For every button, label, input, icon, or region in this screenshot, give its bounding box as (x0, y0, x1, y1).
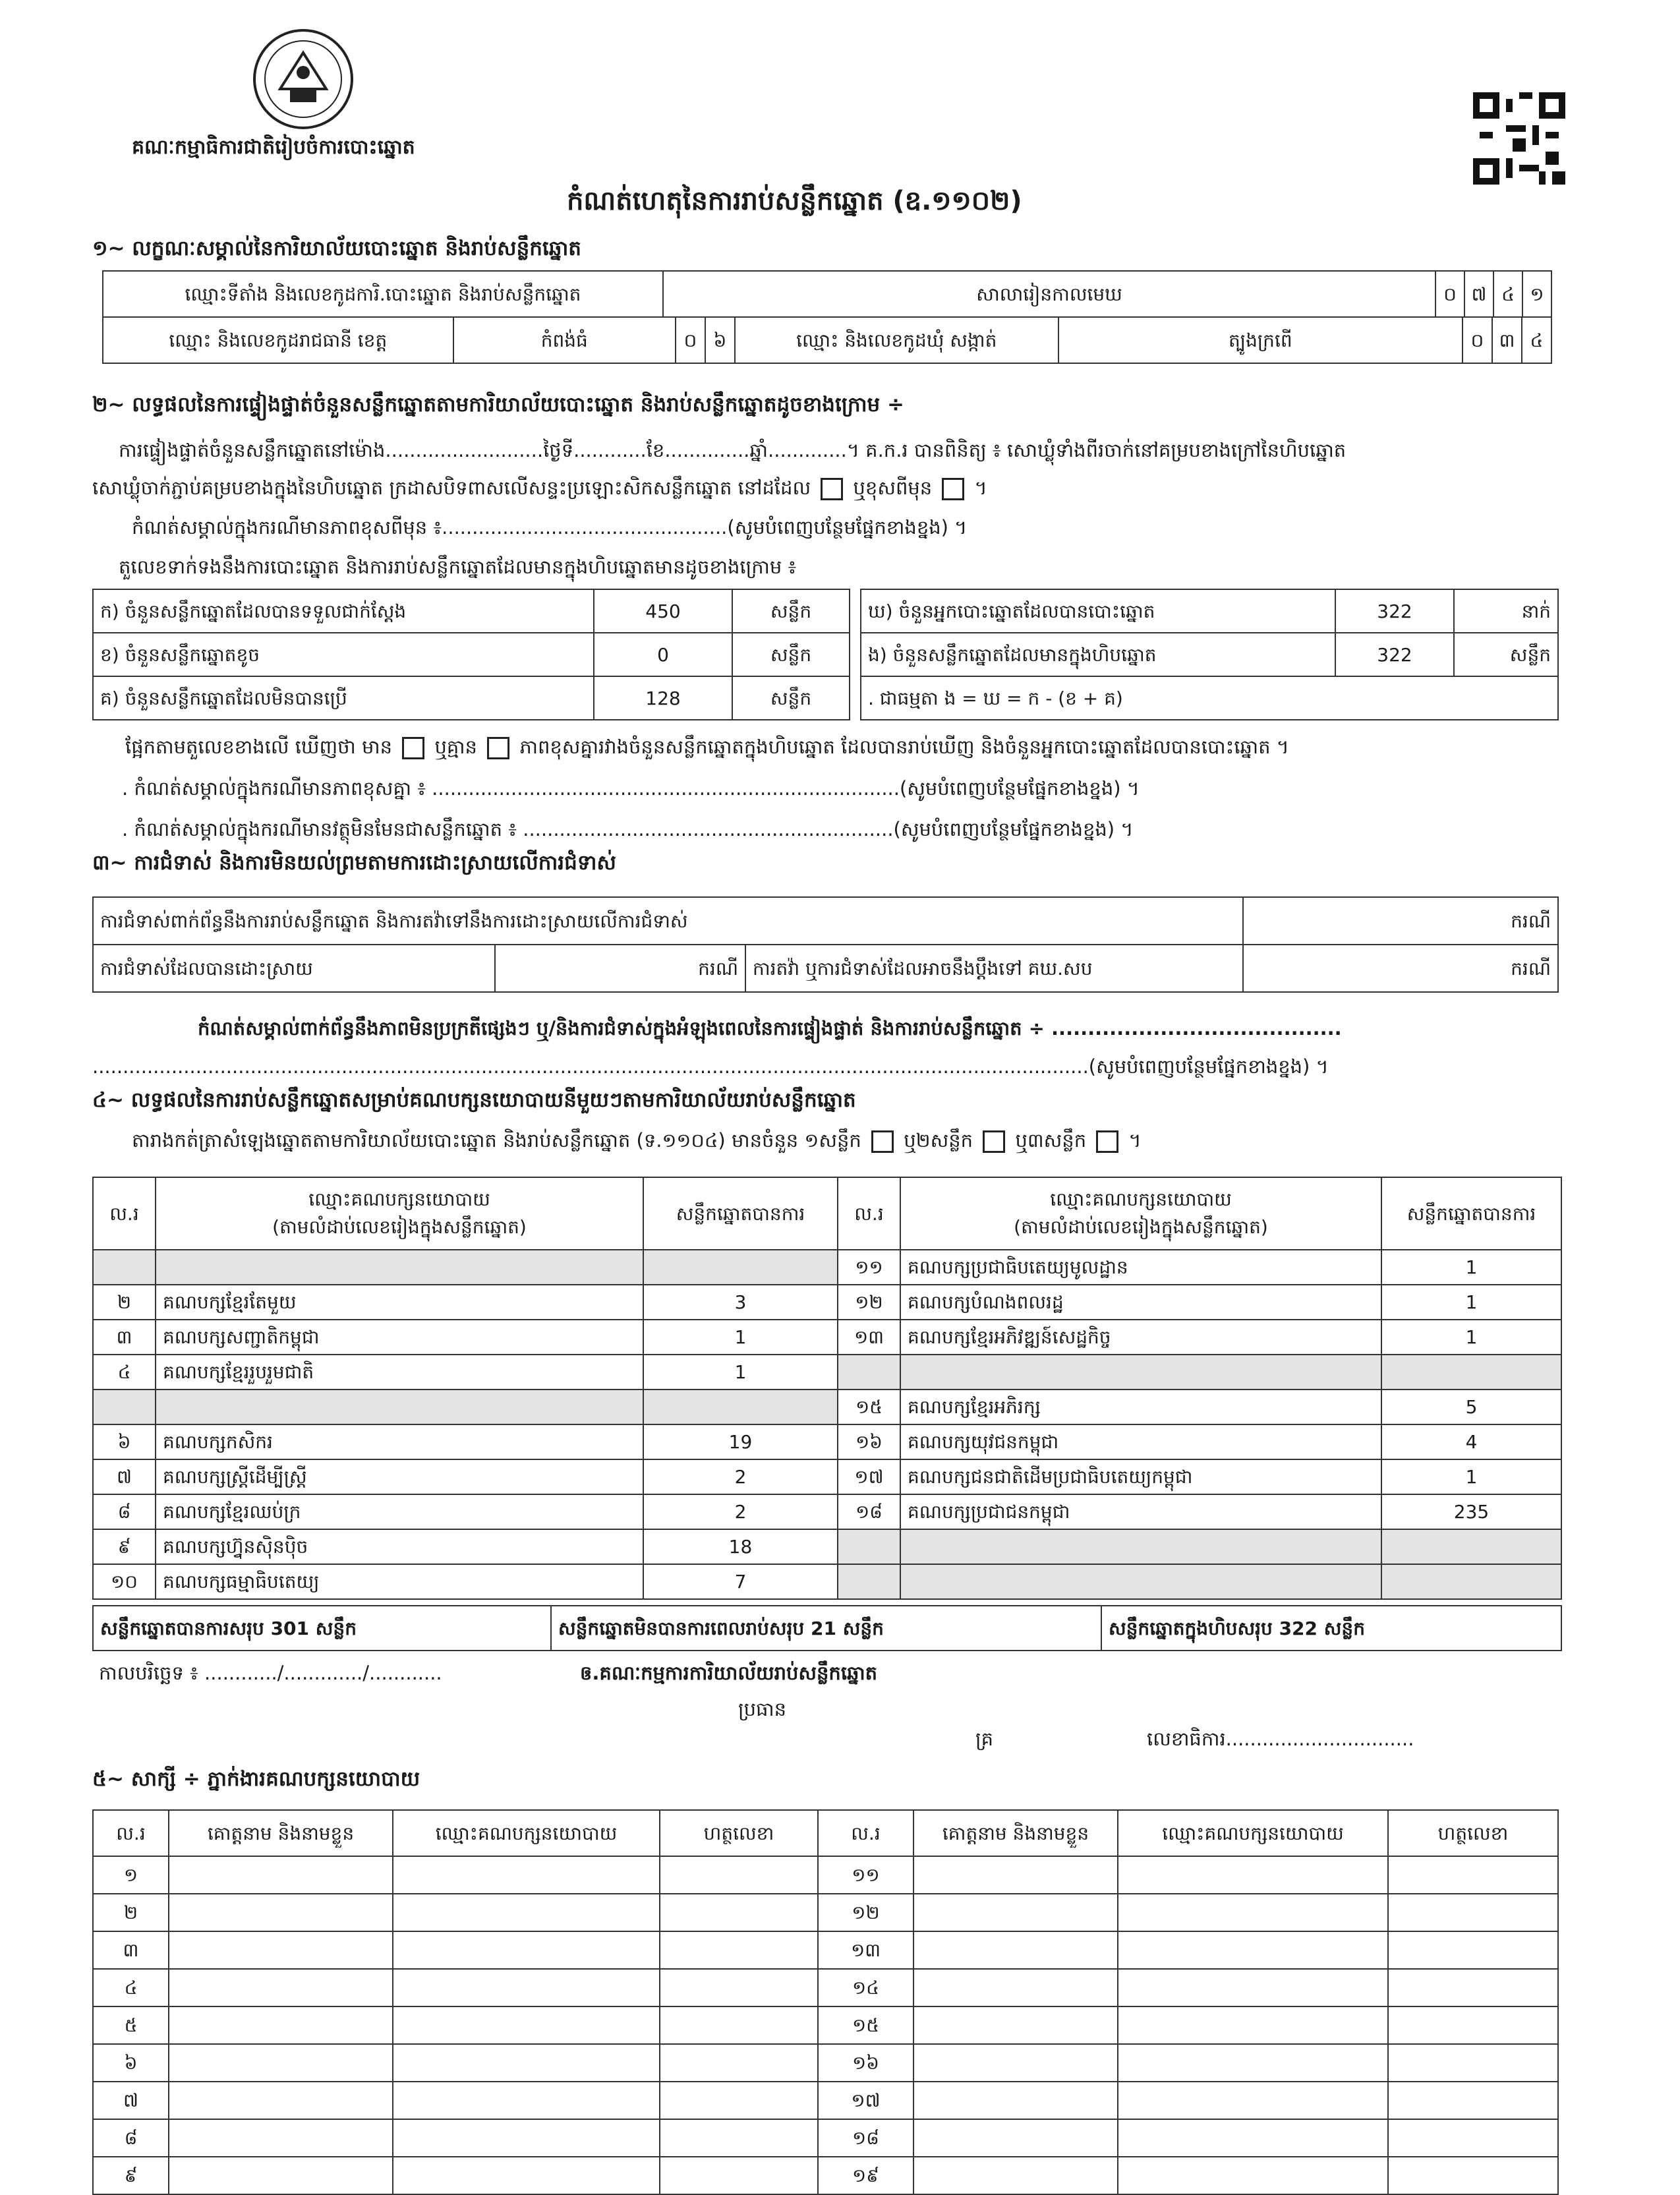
witness-number: ២ (93, 1894, 169, 1931)
section-5-heading: ៥~ សាក្សី ÷ ភ្នាក់ងារគណបក្សនយោបាយ (92, 1767, 420, 1791)
one-sheet-checkbox[interactable] (871, 1130, 894, 1153)
witness-party[interactable] (1118, 1931, 1388, 1969)
witness-row (93, 2119, 1558, 2157)
party-name (900, 1529, 1381, 1564)
committee-label: ឲ.គណៈកម្មការការិយាល័យរាប់សន្លឹកឆ្នោត (580, 1662, 878, 1684)
ka-value: 450 (594, 589, 732, 633)
witness-name[interactable] (913, 2044, 1118, 2082)
unchanged-checkbox[interactable] (821, 478, 843, 500)
result-row (93, 1459, 1561, 1494)
party-name: គណបក្សខ្មែរឈប់ក្រ (156, 1494, 643, 1529)
section-4-heading: ៤~ លទ្ធផលនៃការរាប់សន្លឹកឆ្នោតសម្រាប់គណបក្សនយោបាយនីមួយៗតាមការិយាល័យរាប់សន្លឹកឆ្នោត (92, 1088, 856, 1112)
ngo-value: 322 (1335, 633, 1454, 676)
ka-label: ក) ចំនួនសន្លឹកឆ្នោតដែលបានទទួលជាក់ស្តែង (93, 589, 594, 633)
party-number (93, 1250, 156, 1285)
party-number: ១៥ (838, 1390, 900, 1424)
witness-party[interactable] (1118, 1856, 1388, 1894)
witness-name[interactable] (169, 1931, 393, 1969)
secretary-label: លេខាធិការ............................... (1147, 1728, 1414, 1750)
party-name: គណបក្សប្រជាជនកម្ពុជា (900, 1494, 1381, 1529)
header-votes: សន្លឹកឆ្នោតបានការ (1381, 1177, 1561, 1250)
party-name: គណបក្សស្ត្រីដើម្បីស្ត្រី (156, 1459, 643, 1494)
party-number: ២ (93, 1285, 156, 1320)
appeal-label: ការតវ៉ា ឬការជំទាស់ដែលអាចនឹងប្តឹងទៅ គឃ.សប (745, 945, 1243, 992)
commune-code-digit: ០ (1463, 317, 1492, 363)
party-votes: 1 (1381, 1320, 1561, 1355)
party-votes: 1 (1381, 1250, 1561, 1285)
station-name: សាលារៀនកាលមេឃ (663, 271, 1435, 317)
section-3-heading: ៣~ ការជំទាស់ និងការមិនយល់ព្រមតាមការដោះស្រាយលើការជំទាស់ (92, 851, 616, 875)
witness-name[interactable] (913, 2082, 1118, 2119)
date-line: កាលបរិច្ឆេទ ៖ ............/............./............ (99, 1662, 442, 1684)
period: ។ (1128, 1129, 1142, 1152)
province-name: កំពង់ធំ (453, 317, 676, 363)
witness-number: ៥ (93, 2006, 169, 2044)
party-votes: 1 (1381, 1285, 1561, 1320)
irregularity-note-continued: ....................................................................................................................................................................(សូមបំពេញបន្ថែមផ្នែកខាងខ្នង) ។ (92, 1055, 1329, 1078)
station-code-digit: ៧ (1464, 271, 1493, 317)
witness-signature[interactable] (660, 2119, 818, 2157)
witness-party[interactable] (1118, 2044, 1388, 2082)
party-number: ៦ (93, 1424, 156, 1459)
party-votes: 7 (643, 1564, 838, 1599)
party-name (900, 1355, 1381, 1390)
witness-number: ១៩ (818, 2157, 913, 2194)
witness-signature[interactable] (1388, 1969, 1558, 2006)
station-code-digit: ៤ (1493, 271, 1522, 317)
witness-number: ៦ (93, 2044, 169, 2082)
witness-name[interactable] (913, 1894, 1118, 1931)
header-party (156, 1177, 643, 1250)
witness-signature[interactable] (660, 1856, 818, 1894)
party-name (156, 1390, 643, 1424)
party-name: គណបក្សកសិករ (156, 1424, 643, 1459)
qr-code (1473, 92, 1565, 185)
witness-name[interactable] (913, 2006, 1118, 2044)
resolved-label: ការជំទាស់ដែលបានដោះស្រាយ (93, 945, 495, 992)
ko-value: 128 (594, 676, 732, 720)
witness-signature[interactable] (1388, 2044, 1558, 2082)
unit: នាក់ (1454, 589, 1558, 633)
party-name: គណបក្សសញ្ជាតិកម្ពុជា (156, 1320, 643, 1355)
party-votes: 5 (1381, 1390, 1561, 1424)
difference-text-a: ផ្អែកតាមតួលេខខាងលើ ឃើញថា មាន (125, 736, 393, 758)
result-row (93, 1390, 1561, 1424)
party-votes: 2 (643, 1494, 838, 1529)
party-number (838, 1355, 900, 1390)
witness-name[interactable] (169, 2157, 393, 2194)
witness-number: ៤ (93, 1969, 169, 2006)
party-votes: 3 (643, 1285, 838, 1320)
difference-text-c: ភាពខុសគ្នារវាងចំនួនសន្លឹកឆ្នោតក្នុងហិបឆ្នោត ដែលបានរាប់ឃើញ និងចំនួនអ្នកបោះឆ្នោតដែលបានបោះឆ្នោត ។ (519, 736, 1289, 758)
witness-party[interactable] (393, 1969, 660, 2006)
party-name (900, 1564, 1381, 1599)
party-name: គណបក្សខ្មែរអភិវឌ្ឍន៍សេដ្ឋកិច្ច (900, 1320, 1381, 1355)
party-votes: 18 (643, 1529, 838, 1564)
party-number (93, 1390, 156, 1424)
seal-line (92, 476, 987, 500)
witness-name[interactable] (169, 1894, 393, 1931)
witness-number: ១៦ (818, 2044, 913, 2082)
header-party-line1: ឈ្មោះគណបក្សនយោបាយ (1050, 1188, 1232, 1210)
party-name: គណបក្សខ្មែរអភិរក្ស (900, 1390, 1381, 1424)
kha-value: 0 (594, 633, 732, 676)
party-number (838, 1529, 900, 1564)
witness-signature[interactable] (1388, 1894, 1558, 1931)
tally-sheet-line (132, 1128, 1142, 1153)
witness-row (93, 2082, 1558, 2119)
witness-name[interactable] (169, 2082, 393, 2119)
difference-text-b: ឬគ្មាន (434, 736, 477, 758)
witness-signature[interactable] (660, 2006, 818, 2044)
party-name: គណបក្សបំណងពលរដ្ឋ (900, 1285, 1381, 1320)
has-difference-checkbox[interactable] (402, 737, 424, 759)
witness-signature[interactable] (660, 2082, 818, 2119)
results-table (92, 1177, 1562, 1600)
witness-name[interactable] (913, 1969, 1118, 2006)
header-number: ល.រ (93, 1810, 169, 1856)
header-party-line2: (តាមលំដាប់លេខរៀងក្នុងសន្លឹកឆ្នោត) (1014, 1216, 1268, 1238)
case-unit: ករណី (1243, 945, 1558, 992)
witness-party[interactable] (1118, 2157, 1388, 2194)
header-party-line1: ឈ្មោះគណបក្សនយោបាយ (308, 1188, 490, 1210)
case-unit: ករណី (1243, 897, 1558, 945)
party-number: ១០ (93, 1564, 156, 1599)
commune-label: ឈ្មោះ និងលេខកូដឃុំ សង្កាត់ (735, 317, 1058, 363)
changed-checkbox[interactable] (942, 478, 964, 500)
chair-label: ប្រធាន (738, 1698, 787, 1720)
formula: . ជាធម្មតា ង = ឃ = ក - (ខ + គ) (861, 676, 1558, 720)
witness-party[interactable] (393, 2119, 660, 2157)
party-votes: 19 (643, 1424, 838, 1459)
kha-label: ខ) ចំនួនសន្លឹកឆ្នោតខូច (93, 633, 594, 676)
witness-row (93, 2044, 1558, 2082)
party-number: ១៧ (838, 1459, 900, 1494)
witness-number: ៨ (93, 2119, 169, 2157)
figures-intro: តួលេខទាក់ទងនឹងការបោះឆ្នោត និងការរាប់សន្លឹកឆ្នោតដែលមានក្នុងហិបឆ្នោតមានដូចខាងក្រោម ៖ (119, 556, 797, 578)
header-party: ឈ្មោះគណបក្សនយោបាយ (1118, 1810, 1388, 1856)
complaints-table-1 (92, 896, 1559, 945)
witness-row (93, 2006, 1558, 2044)
party-number: ៧ (93, 1459, 156, 1494)
witness-row (93, 1931, 1558, 1969)
witness-number: ១ (93, 1856, 169, 1894)
period: ។ (974, 477, 987, 499)
party-votes: 1 (1381, 1459, 1561, 1494)
station-info-table (102, 270, 1552, 318)
witness-name[interactable] (913, 1856, 1118, 1894)
station-code-digit: ០ (1435, 271, 1464, 317)
seal-text: សោឃ្លុំចាក់ភ្ជាប់គម្របខាងក្នុងនៃហិបឆ្នោត ក្រដាសបិទពាសលើសន្ទះប្រឡោះសិកសន្លឹកឆ្នោត នៅដដែល (92, 477, 811, 499)
witness-signature[interactable] (1388, 1856, 1558, 1894)
witness-name[interactable] (913, 2119, 1118, 2157)
party-name: គណបក្សខ្មែររួបរួមជាតិ (156, 1355, 643, 1390)
header-signature: ហត្ថលេខា (1388, 1810, 1558, 1856)
witness-number: ១៤ (818, 1969, 913, 2006)
header-number: ល.រ (818, 1810, 913, 1856)
foreign-object-remark: . កំណត់សម្គាល់ក្នុងករណីមានវត្ថុមិនមែនជាសន្លឹកឆ្នោត ៖ .............................................................(សូមបំពេញបន្ថែមផ្នែកខាងខ្នង) ។ (122, 818, 1134, 840)
witness-signature[interactable] (1388, 2082, 1558, 2119)
changed-label: ឬខុសពីមុន (853, 477, 933, 499)
header-party: ឈ្មោះគណបក្សនយោបាយ (393, 1810, 660, 1856)
location-table (102, 316, 1552, 364)
member-label: គ្រ (975, 1728, 994, 1750)
witness-name[interactable] (169, 2044, 393, 2082)
witness-party[interactable] (393, 2006, 660, 2044)
three-sheets-label: ឬ៣សន្លឹក (1015, 1129, 1087, 1152)
three-sheets-checkbox[interactable] (1096, 1130, 1118, 1153)
irregularity-note: កំណត់សម្គាល់ពាក់ព័ន្ធនឹងភាពមិនប្រក្រតីផ្សេងៗ ឬ/និងការជំទាស់ក្នុងអំឡុងពេលនៃការផ្ទៀងផ្ទាត់ និងការរាប់សន្លឹកឆ្នោត ÷ ........................................ (198, 1017, 1342, 1039)
verification-line: ការផ្ទៀងផ្ទាត់ចំនួនសន្លឹកឆ្នោតនៅម៉ោង..........................ថ្ងៃទី............ខែ..............ឆ្នាំ.............។ គ.ក.រ បានពិនិត្យ ៖ សោឃ្លុំទាំងពីរចាក់នៅគម្របខាងក្រៅនៃហិបឆ្នោត (119, 439, 1347, 461)
result-row (93, 1285, 1561, 1320)
witness-number: ១១ (818, 1856, 913, 1894)
province-code-digit: ៦ (705, 317, 735, 363)
witness-party[interactable] (393, 2082, 660, 2119)
result-row (93, 1250, 1561, 1285)
complaint-label: ការជំទាស់ពាក់ព័ន្ធនឹងការរាប់សន្លឹកឆ្នោត និងការតវ៉ាទៅនឹងការដោះស្រាយលើការជំទាស់ (93, 897, 1243, 945)
complaints-table-2 (92, 944, 1559, 993)
two-sheets-checkbox[interactable] (983, 1130, 1005, 1153)
witness-number: ៣ (93, 1931, 169, 1969)
no-difference-checkbox[interactable] (487, 737, 509, 759)
station-code-digit: ១ (1522, 271, 1551, 317)
witness-number: ១៧ (818, 2082, 913, 2119)
commune-name: ត្បូងក្រពើ (1058, 317, 1463, 363)
party-number: ១៣ (838, 1320, 900, 1355)
witness-party[interactable] (393, 1856, 660, 1894)
commune-code-digit: ៤ (1522, 317, 1551, 363)
party-number: ១៨ (838, 1494, 900, 1529)
witness-name[interactable] (169, 1856, 393, 1894)
result-row (93, 1529, 1561, 1564)
witness-name[interactable] (913, 2157, 1118, 2194)
party-number: ១១ (838, 1250, 900, 1285)
witness-party[interactable] (1118, 2082, 1388, 2119)
header-number: ល.រ (838, 1177, 900, 1250)
commune-code-digit: ៣ (1492, 317, 1522, 363)
party-number: ១៦ (838, 1424, 900, 1459)
witness-number: ១៨ (818, 2119, 913, 2157)
witness-number: ១៥ (818, 2006, 913, 2044)
party-number: ៣ (93, 1320, 156, 1355)
party-name: គណបក្សធម្មាធិបតេយ្យ (156, 1564, 643, 1599)
party-number: ៤ (93, 1355, 156, 1390)
witness-signature[interactable] (1388, 2119, 1558, 2157)
result-row (93, 1320, 1561, 1355)
result-row (93, 1564, 1561, 1599)
unit: សន្លឹក (732, 633, 850, 676)
witness-row (93, 2157, 1558, 2194)
witness-name[interactable] (913, 1931, 1118, 1969)
header-number: ល.រ (93, 1177, 156, 1250)
kho-value: 322 (1335, 589, 1454, 633)
station-label: ឈ្មោះទីតាំង និងលេខកូដការិ.បោះឆ្នោត និងរាប់សន្លឹកឆ្នោត (103, 271, 663, 317)
ngo-label: ង) ចំនួនសន្លឹកឆ្នោតដែលមានក្នុងហិបឆ្នោត (861, 633, 1335, 676)
witness-signature[interactable] (660, 1931, 818, 1969)
witness-signature[interactable] (660, 2044, 818, 2082)
party-votes (643, 1250, 838, 1285)
result-row (93, 1355, 1561, 1390)
party-number: ៩ (93, 1529, 156, 1564)
header-party-line2: (តាមលំដាប់លេខរៀងក្នុងសន្លឹកឆ្នោត) (272, 1216, 527, 1238)
witness-party[interactable] (393, 2044, 660, 2082)
witness-row (93, 1856, 1558, 1894)
ko-label: គ) ចំនួនសន្លឹកឆ្នោតដែលមិនបានប្រើ (93, 676, 594, 720)
party-votes (1381, 1355, 1561, 1390)
witness-signature[interactable] (1388, 2006, 1558, 2044)
party-name: គណបក្សប្រជាធិបតេយ្យមូលដ្ឋាន (900, 1250, 1381, 1285)
difference-note: កំណត់សម្គាល់ក្នុងករណីមានភាពខុសពីមុន ៖...............................................(សូមបំពេញបន្ថែមផ្នែកខាងខ្នង) ។ (132, 516, 968, 539)
witness-party[interactable] (393, 1894, 660, 1931)
kho-label: ឃ) ចំនួនអ្នកបោះឆ្នោតដែលបានបោះឆ្នោត (861, 589, 1335, 633)
witness-number: ៩ (93, 2157, 169, 2194)
witness-party[interactable] (1118, 2006, 1388, 2044)
total-valid: សន្លឹកឆ្នោតបានការសរុប 301 សន្លឹក (93, 1606, 551, 1651)
party-name: គណបក្សយុវជនកម្ពុជា (900, 1424, 1381, 1459)
nec-logo (250, 26, 356, 132)
unit: សន្លឹក (732, 676, 850, 720)
witness-party[interactable] (1118, 1894, 1388, 1931)
party-votes: 1 (643, 1355, 838, 1390)
totals-table (92, 1605, 1562, 1651)
header-signature: ហត្ថលេខា (660, 1810, 818, 1856)
ballot-figures-left (92, 589, 850, 720)
difference-line (125, 735, 1289, 759)
witness-name[interactable] (169, 2119, 393, 2157)
witness-row (93, 1969, 1558, 2006)
witness-party[interactable] (393, 1931, 660, 1969)
party-name: គណបក្សហ្វ៊ុនស៊ិនប៉ិច (156, 1529, 643, 1564)
header-name: គោត្តនាម និងនាមខ្លួន (913, 1810, 1118, 1856)
witness-name[interactable] (169, 1969, 393, 2006)
witness-party[interactable] (1118, 1969, 1388, 2006)
result-row (93, 1494, 1561, 1529)
party-votes (1381, 1529, 1561, 1564)
difference-remark: . កំណត់សម្គាល់ក្នុងករណីមានភាពខុសគ្នា ៖ .............................................................................(សូមបំពេញបន្ថែមផ្នែកខាងខ្នង) ។ (122, 777, 1140, 800)
two-sheets-label: ឬ២សន្លឹក (904, 1129, 973, 1152)
header-name: គោត្តនាម និងនាមខ្លួន (169, 1810, 393, 1856)
party-votes (643, 1390, 838, 1424)
org-name: គណៈកម្មាធិការជាតិរៀបចំការបោះឆ្នោត (132, 136, 415, 159)
party-number: ១២ (838, 1285, 900, 1320)
unit: សន្លឹក (1454, 633, 1558, 676)
witness-table (92, 1809, 1559, 2195)
witness-number: ១២ (818, 1894, 913, 1931)
form-title: កំណត់ហេតុនៃការរាប់សន្លឹកឆ្នោត (ឧ.១១០២) (567, 186, 1022, 216)
case-unit: ករណី (495, 945, 745, 992)
party-name: គណបក្សជនជាតិដើមប្រជាធិបតេយ្យកម្ពុជា (900, 1459, 1381, 1494)
party-name (156, 1250, 643, 1285)
party-number (838, 1564, 900, 1599)
party-votes: 2 (643, 1459, 838, 1494)
ballot-figures-right (860, 589, 1559, 720)
witness-row (93, 1894, 1558, 1931)
party-votes (1381, 1564, 1561, 1599)
witness-party[interactable] (393, 2157, 660, 2194)
party-votes: 235 (1381, 1494, 1561, 1529)
province-code-digit: ០ (676, 317, 705, 363)
province-label: ឈ្មោះ និងលេខកូដរាជធានី ខេត្ត (103, 317, 453, 363)
party-votes: 4 (1381, 1424, 1561, 1459)
party-votes: 1 (643, 1320, 838, 1355)
party-number: ៨ (93, 1494, 156, 1529)
witness-party[interactable] (1118, 2119, 1388, 2157)
header-votes: សន្លឹកឆ្នោតបានការ (643, 1177, 838, 1250)
header-party (900, 1177, 1381, 1250)
witness-number: ៧ (93, 2082, 169, 2119)
result-row (93, 1424, 1561, 1459)
tally-sheet-text: តារាងកត់ត្រាសំឡេងឆ្នោតតាមការិយាល័យបោះឆ្នោត និងរាប់សន្លឹកឆ្នោត (ទ.១១០៤) មានចំនួន ១សន្លឹក (132, 1129, 861, 1152)
witness-signature[interactable] (660, 1894, 818, 1931)
total-in-box: សន្លឹកឆ្នោតក្នុងហិបសរុប 322 សន្លឹក (1101, 1606, 1561, 1651)
witness-number: ១៣ (818, 1931, 913, 1969)
witness-signature[interactable] (1388, 2157, 1558, 2194)
witness-signature[interactable] (1388, 1931, 1558, 1969)
witness-signature[interactable] (660, 2157, 818, 2194)
section-1-heading: ១~ លក្ខណៈសម្គាល់នៃការិយាល័យបោះឆ្នោត និងរាប់សន្លឹកឆ្នោត (92, 237, 581, 260)
unit: សន្លឹក (732, 589, 850, 633)
witness-name[interactable] (169, 2006, 393, 2044)
section-2-heading: ២~ លទ្ធផលនៃការផ្ទៀងផ្ទាត់ចំនួនសន្លឹកឆ្នោតតាមការិយាល័យបោះឆ្នោត និងរាប់សន្លឹកឆ្នោតដូចខាងក្រោម ÷ (92, 393, 904, 417)
witness-signature[interactable] (660, 1969, 818, 2006)
party-name: គណបក្សខ្មែរតែមួយ (156, 1285, 643, 1320)
total-invalid: សន្លឹកឆ្នោតមិនបានការពេលរាប់សរុប 21 សន្លឹក (551, 1606, 1101, 1651)
